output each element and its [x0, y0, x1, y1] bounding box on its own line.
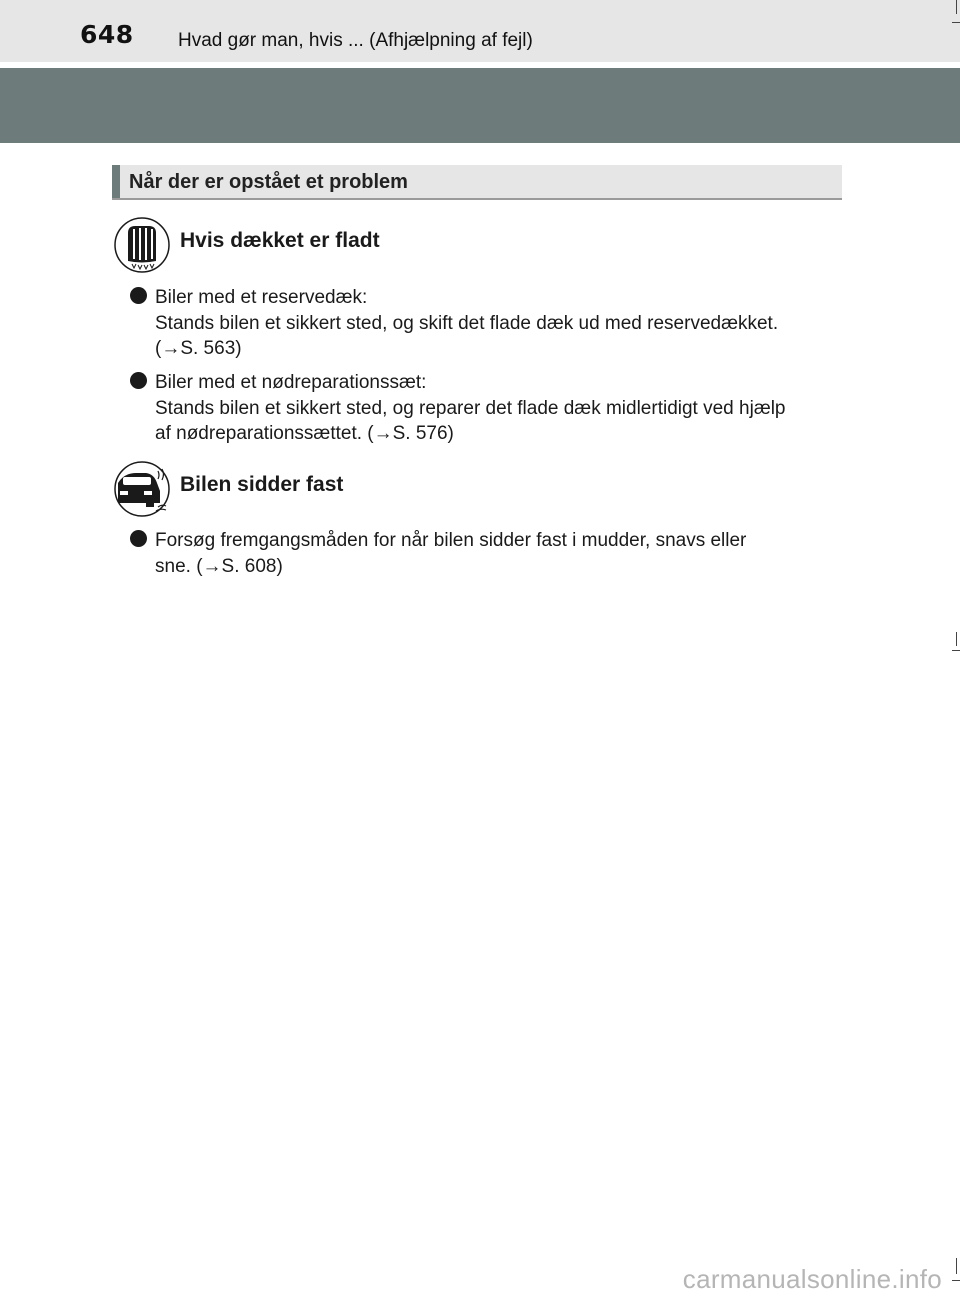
bullet-text: Stands bilen et sikkert sted, og skift det flade dæk ud med reservedækket. [155, 312, 779, 334]
crop-mark [956, 0, 957, 14]
bullet-icon [130, 372, 147, 389]
flat-tire-icon [114, 217, 170, 273]
subsection-title-stuck: Bilen sidder fast [180, 473, 344, 496]
crop-mark [952, 650, 960, 651]
bullet-icon [130, 287, 147, 304]
page-reference: sne. (→S. 608) [155, 555, 283, 577]
bullet-icon [130, 530, 147, 547]
crop-mark [956, 632, 957, 646]
section-title: Når der er opstået et problem [129, 171, 408, 193]
crop-mark [952, 1280, 960, 1281]
subsection-title-flat-tire: Hvis dækket er fladt [180, 229, 380, 252]
running-title: Hvad gør man, hvis ... (Afhjælpning af fejl) [178, 30, 533, 51]
bullet-heading: Biler med et reservedæk: [155, 287, 368, 308]
crop-mark [952, 22, 960, 23]
section-heading [112, 165, 842, 200]
crop-mark [956, 1258, 957, 1274]
chapter-band [0, 68, 960, 143]
page-reference: af nødreparationssættet. (→S. 576) [155, 423, 454, 444]
page-reference: (→S. 563) [155, 338, 242, 359]
page-number: 648 [80, 20, 134, 49]
bullet-text: Stands bilen et sikkert sted, og reparer det flade dæk midlertidigt ved hjælp [155, 397, 786, 419]
bullet-heading: Biler med et nødreparationssæt: [155, 372, 427, 393]
bullet-text: Forsøg fremgangsmåden for når bilen sidder fast i mudder, snavs eller [155, 530, 747, 551]
section-accent-bar [112, 165, 120, 198]
stuck-vehicle-icon [114, 461, 170, 517]
watermark: carmanualsonline.info [682, 1264, 942, 1294]
